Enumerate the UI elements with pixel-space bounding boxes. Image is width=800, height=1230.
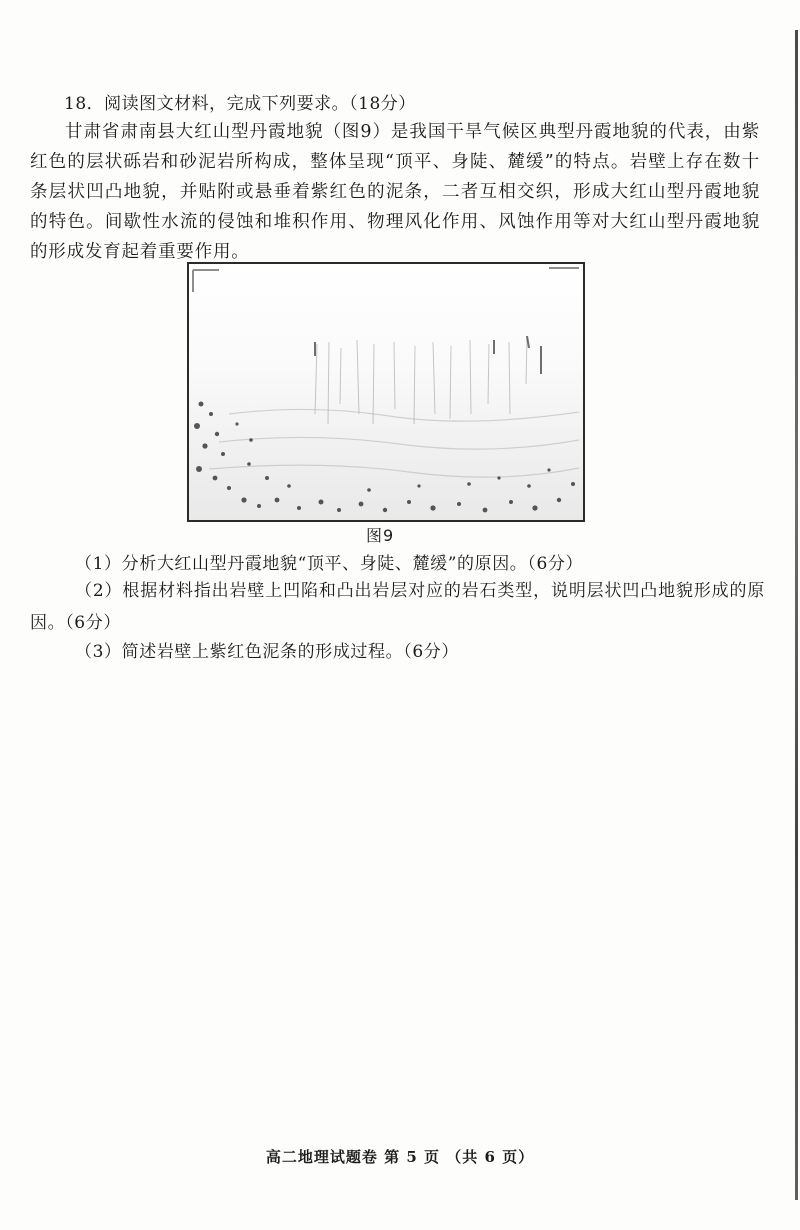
page-footer: 高二地理试题卷 第 5 页 （共 6 页） bbox=[265, 1148, 535, 1166]
figure-caption: 图9 bbox=[366, 526, 395, 545]
landform-photo-illustration bbox=[189, 264, 583, 520]
question-title: 18．阅读图文材料，完成下列要求。（18分） bbox=[64, 94, 416, 114]
question-material: 甘肃省肃南县大红山型丹霞地貌（图9）是我国干旱气候区典型丹霞地貌的代表，由紫红色的层状砾岩和砂泥岩所构成，整体呈现“顶平、身陡、麓缓”的特点。岩壁上存在数十条层状凹凸地貌，并贴附或悬垂着紫红色的泥条，二者互相交织，形成大红山型丹霞地貌的特色。间歇性水流的侵蚀和堆积作用、物理风化作用、风蚀作用等对大红山型丹霞地貌的形成发育起着重要作用。 bbox=[30, 122, 760, 262]
sub-question-2: （2）根据材料指出岩壁上凹陷和凸出岩层对应的岩石类型，说明层状凹凸地貌形成的原因。（6分） bbox=[30, 581, 765, 633]
figure-9-photo bbox=[187, 262, 585, 522]
sub-question-3: （3）简述岩壁上紫红色泥条的形成过程。（6分） bbox=[75, 642, 459, 662]
scan-edge-shadow bbox=[795, 30, 798, 1200]
sub-question-1: （1）分析大红山型丹霞地貌“顶平、身陡、麓缓”的原因。（6分） bbox=[75, 554, 584, 574]
